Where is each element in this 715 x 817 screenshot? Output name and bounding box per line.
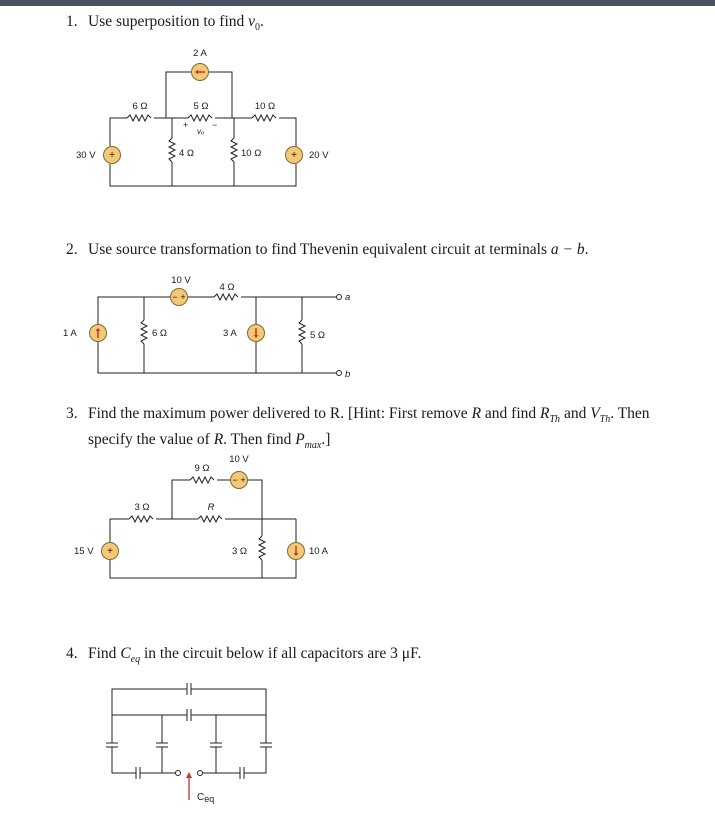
label-plus: + — [183, 120, 189, 130]
label-10ohm-mid: 10 Ω — [241, 148, 262, 159]
source-3a-icon — [248, 325, 265, 342]
label-r: R — [207, 502, 215, 513]
ceq-arrow-icon — [186, 772, 192, 800]
source-10a-icon — [288, 543, 305, 560]
source-10v-icon-2 — [231, 472, 248, 489]
label-1a: 1 A — [63, 328, 77, 339]
svg-text:+: + — [180, 292, 186, 302]
label-10v: 10 V — [229, 454, 249, 465]
question-number: 1. — [66, 13, 78, 30]
circuit-2 — [98, 294, 342, 376]
question-text: Use superposition to find — [88, 13, 249, 30]
source-10v-icon — [171, 289, 188, 306]
label-3ohm-top: 3 Ω — [134, 502, 150, 513]
label-vo: vₒ — [197, 127, 205, 136]
label-15v: 15 V — [74, 546, 94, 557]
circuit-3 — [110, 477, 296, 578]
label-6ohm: 6 Ω — [152, 328, 168, 339]
var-sub: 0 — [255, 22, 261, 34]
svg-text:+: + — [109, 150, 115, 161]
source-15v-icon — [102, 543, 119, 560]
question-2: 2. Use source transformation to find Thevenin equivalent circuit at terminals a − b. — [66, 241, 589, 258]
label-10ohm-top: 10 Ω — [254, 101, 276, 112]
source-30v-icon — [104, 147, 121, 164]
svg-text:+: + — [291, 150, 297, 161]
question-4: 4. Find $C_{eq}$ in the circuit below if all capacitors are 3 μF. — [66, 645, 422, 666]
label-minus: − — [212, 120, 218, 130]
label-4ohm: 4 Ω — [179, 148, 195, 159]
label-9ohm: 9 Ω — [194, 463, 210, 474]
label-2a: 2 A — [193, 48, 207, 59]
label-10v: 10 V — [171, 275, 191, 286]
svg-text:−: − — [232, 475, 238, 485]
label-5ohm: 5 Ω — [310, 330, 326, 341]
question-text: Use source transformation to find Thevenin equivalent circuit at terminals — [88, 241, 551, 258]
label-terminal-b: b — [345, 369, 351, 380]
svg-text:−: − — [172, 292, 178, 302]
source-1a-icon — [90, 325, 107, 342]
label-20v: 20 V — [309, 150, 329, 161]
var-v: v — [248, 13, 256, 30]
svg-text:+: + — [107, 546, 113, 557]
question-number: 4. — [66, 645, 78, 662]
terminals: a − b — [550, 241, 585, 258]
question-number: 2. — [66, 241, 78, 258]
label-5ohm: 5 Ω — [193, 101, 209, 112]
circuit-2-sources — [90, 289, 265, 342]
circuit-1-sources — [104, 64, 303, 164]
question-text-end: . — [260, 13, 264, 30]
circuit-4 — [106, 683, 272, 779]
circuit-2-labels — [63, 275, 350, 380]
label-3ohm-vert: 3 Ω — [232, 546, 248, 557]
svg-text:+: + — [240, 475, 246, 485]
source-20v-icon — [286, 147, 303, 164]
circuit-3-labels — [74, 454, 329, 557]
label-10a: 10 A — [309, 546, 329, 557]
label-4ohm: 4 Ω — [219, 282, 235, 293]
label-6ohm: 6 Ω — [132, 101, 148, 112]
label-terminal-a: a — [345, 292, 351, 303]
question-number: 3. — [66, 405, 78, 422]
question-3: 3. Find the maximum power delivered to R. [Hint: First remove R and find $R_{Th}$ and $V_{Th}$. Then specify the value of R. Then find $P_{max}$.] — [66, 405, 650, 452]
label-30v: 30 V — [76, 150, 96, 161]
label-3a: 3 A — [223, 328, 237, 339]
label-ceq: Ceq — [197, 792, 215, 804]
